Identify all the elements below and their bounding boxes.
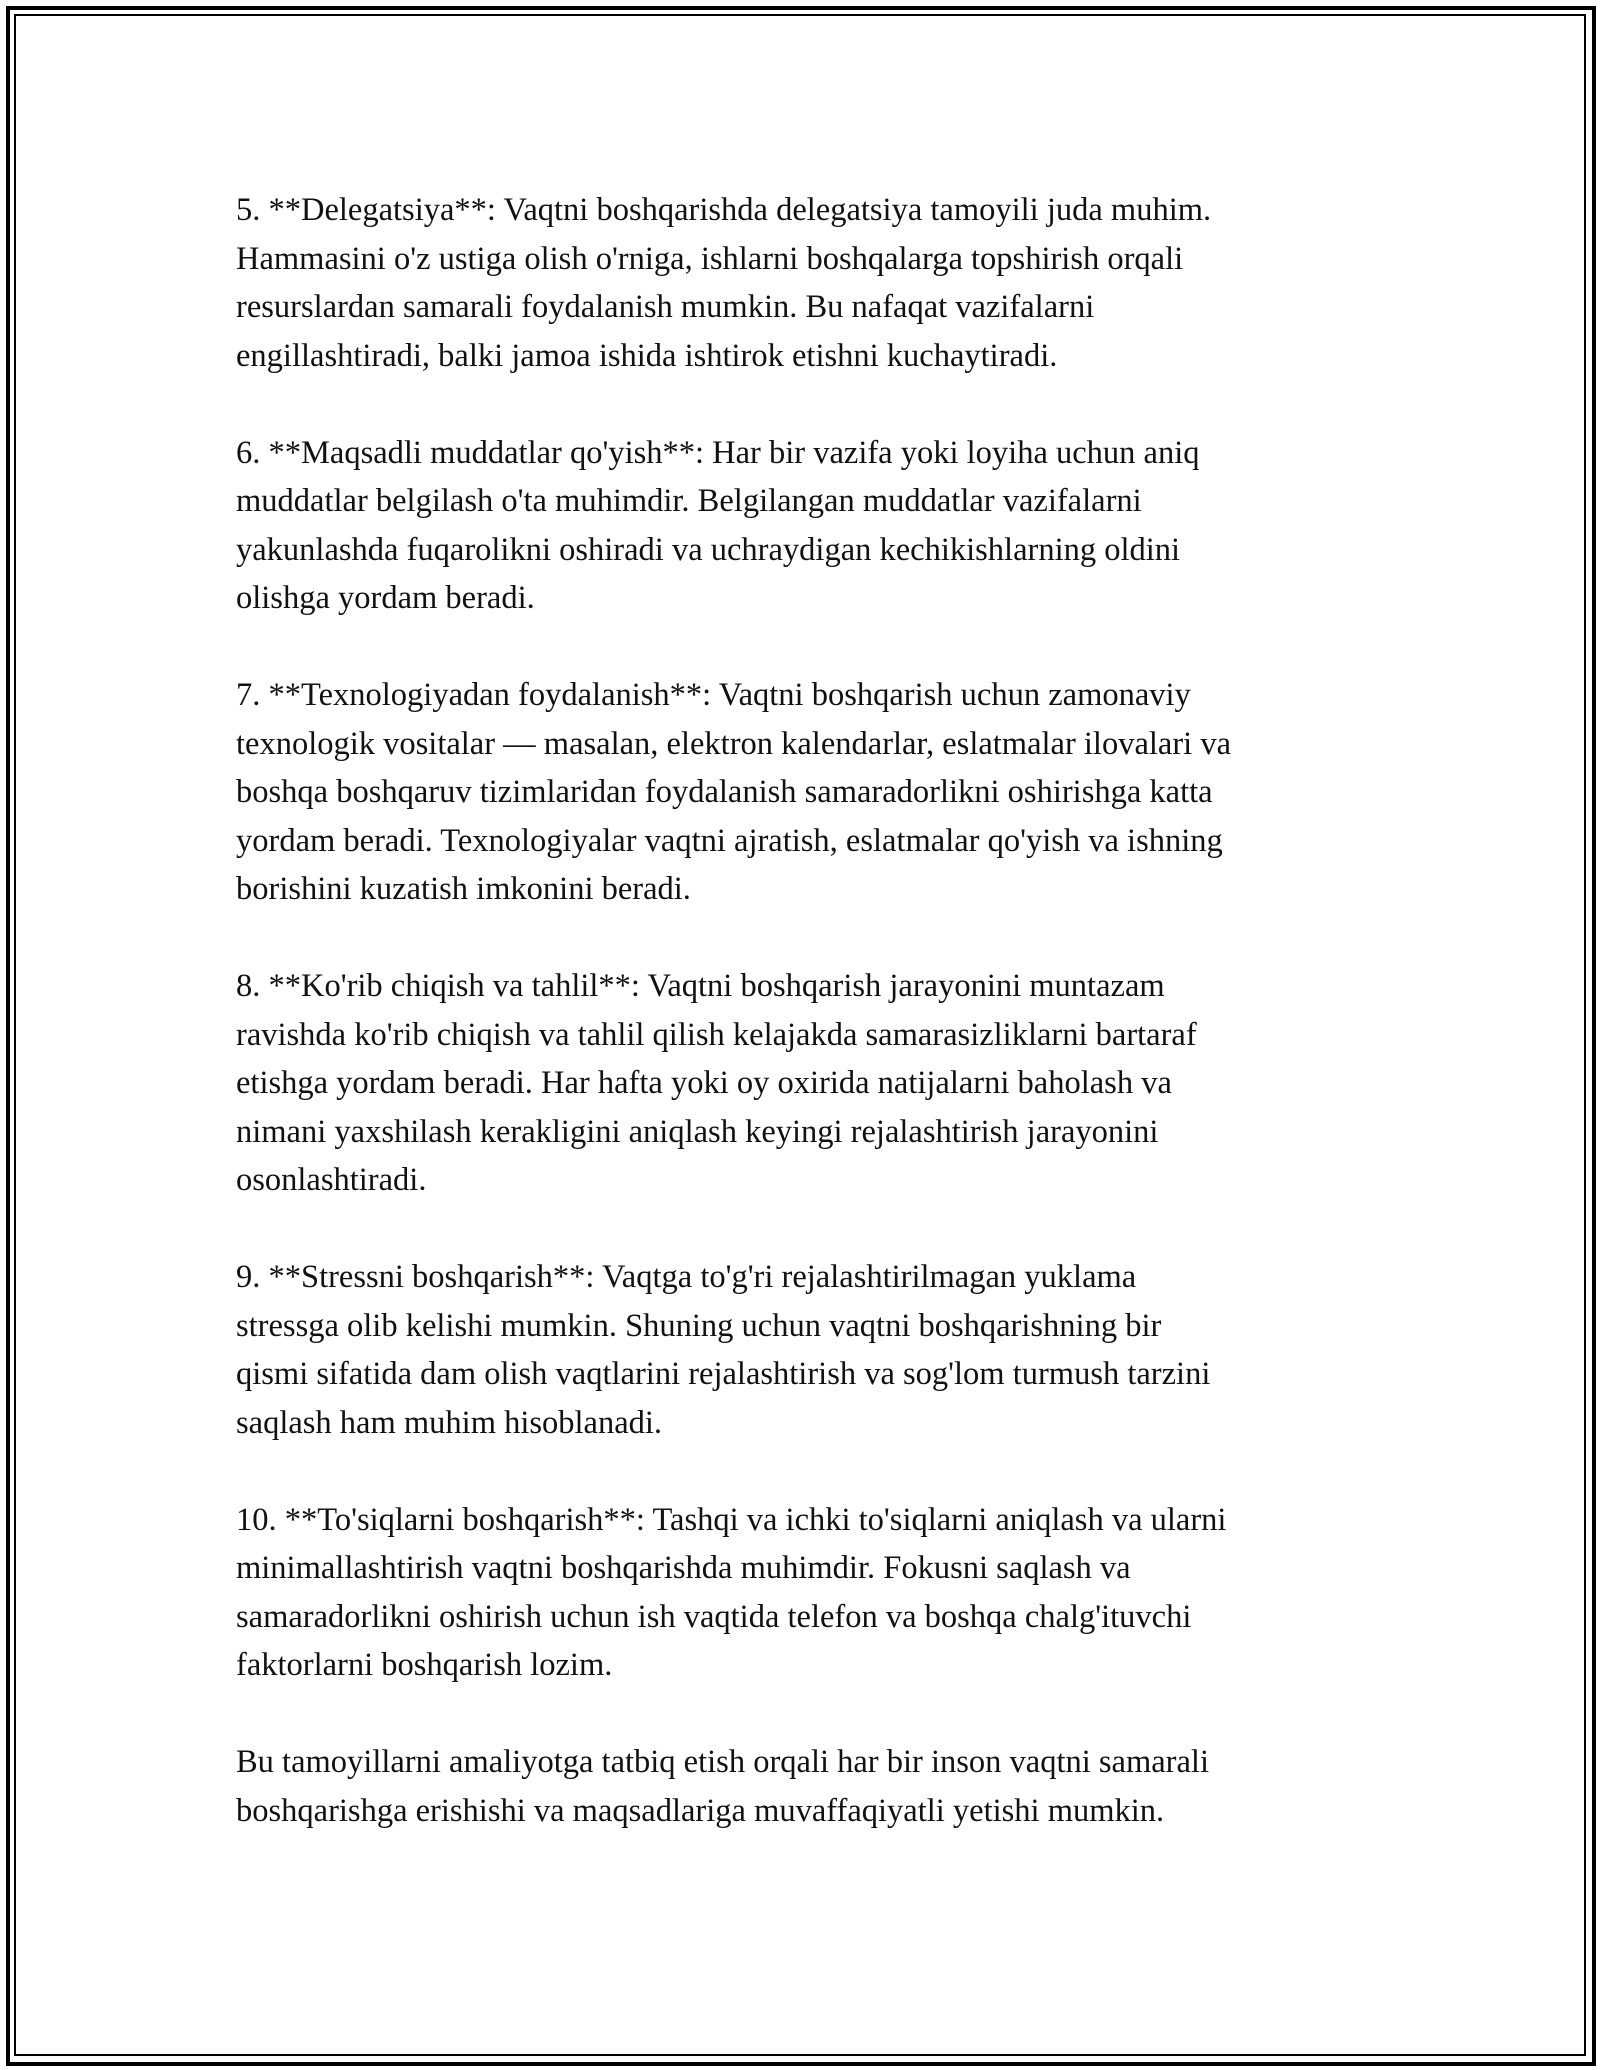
text-line: saqlash ham muhim hisoblanadi. [236, 1404, 663, 1441]
text-line: muddatlar belgilash o'ta muhimdir. Belgilangan muddatlar vazifalarni [236, 483, 1142, 519]
paragraph-maqsadli-muddatlar [236, 429, 1376, 623]
text-line: yordam beradi. Texnologiyalar vaqtni ajratish, eslatmalar qo'yish va ishning [236, 822, 1223, 859]
text-line: Hammasini o'z ustiga olish o'rniga, ishlarni boshqalarga topshirish orqali [236, 240, 1184, 277]
text-line: nimani yaxshilash kerakligini aniqlash keyingi rejalashtirish jarayonini [236, 1113, 1159, 1150]
text-line: engillashtiradi, balki jamoa ishida ishtirok etishni kuchaytiradi. [236, 337, 1058, 374]
text-line: qismi sifatida dam olish vaqtlarini rejalashtirish va sog'lom turmush tarzini [236, 1356, 1211, 1392]
text-line: texnologik vositalar — masalan, elektron kalendarlar, eslatmalar ilovalari va [236, 725, 1231, 762]
text-line: etishga yordam beradi. Har hafta yoki oy oxirida natijalarni baholash va [236, 1065, 1172, 1101]
text-line: 9. **Stressni boshqarish**: Vaqtga to'g'ri rejalashtirilmagan yuklama [236, 1259, 1137, 1295]
text-line: boshqarishga erishishi va maqsadlariga muvaffaqiyatli yetishi mumkin. [236, 1792, 1165, 1829]
text-line: resurslardan samarali foydalanish mumkin. Bu nafaqat vazifalarni [236, 289, 1095, 325]
paragraph-tosiqlarni-boshqarish [236, 1496, 1376, 1690]
text-line: 6. **Maqsadli muddatlar qo'yish**: Har bir vazifa yoki loyiha uchun aniq [236, 434, 1200, 471]
text-line: 10. **To'siqlarni boshqarish**: Tashqi va ichki to'siqlarni aniqlash va ularni [236, 1501, 1227, 1538]
text-line: borishini kuzatish imkonini beradi. [236, 871, 691, 907]
paragraph-texnologiyadan-foydalanish [236, 671, 1376, 914]
text-line: osonlashtiradi. [236, 1162, 427, 1198]
paragraph-korib-chiqish [236, 962, 1376, 1205]
text-line: yakunlashda fuqarolikni oshiradi va uchraydigan kechikishlarning oldini [236, 531, 1181, 568]
text-line: minimallashtirish vaqtni boshqarishda muhimdir. Fokusni saqlash va [236, 1550, 1131, 1586]
text-line: boshqa boshqaruv tizimlaridan foydalanish samaradorlikni oshirishga katta [236, 774, 1213, 810]
text-line: 5. **Delegatsiya**: Vaqtni boshqarishda delegatsiya tamoyili juda muhim. [236, 192, 1212, 228]
text-line: samaradorlikni oshirish uchun ish vaqtida telefon va boshqa chalg'ituvchi [236, 1598, 1192, 1635]
paragraph-stressni-boshqarish [236, 1253, 1376, 1447]
text-line: faktorlarni boshqarish lozim. [236, 1647, 613, 1683]
text-line: 8. **Ko'rib chiqish va tahlil**: Vaqtni boshqarish jarayonini muntazam [236, 968, 1165, 1004]
text-line: Bu tamoyillarni amaliyotga tatbiq etish orqali har bir inson vaqtni samarali [236, 1744, 1209, 1780]
text-line: olishga yordam beradi. [236, 580, 535, 616]
text-line: ravishda ko'rib chiqish va tahlil qilish kelajakda samarasizliklarni bartaraf [236, 1016, 1197, 1053]
paragraph-conclusion [236, 1738, 1376, 1835]
paragraph-delegatsiya [236, 186, 1376, 380]
text-line: stressga olib kelishi mumkin. Shuning uchun vaqtni boshqarishning bir [236, 1307, 1162, 1344]
text-line: 7. **Texnologiyadan foydalanish**: Vaqtni boshqarish uchun zamonaviy [236, 677, 1191, 713]
document-body [236, 186, 1376, 1884]
